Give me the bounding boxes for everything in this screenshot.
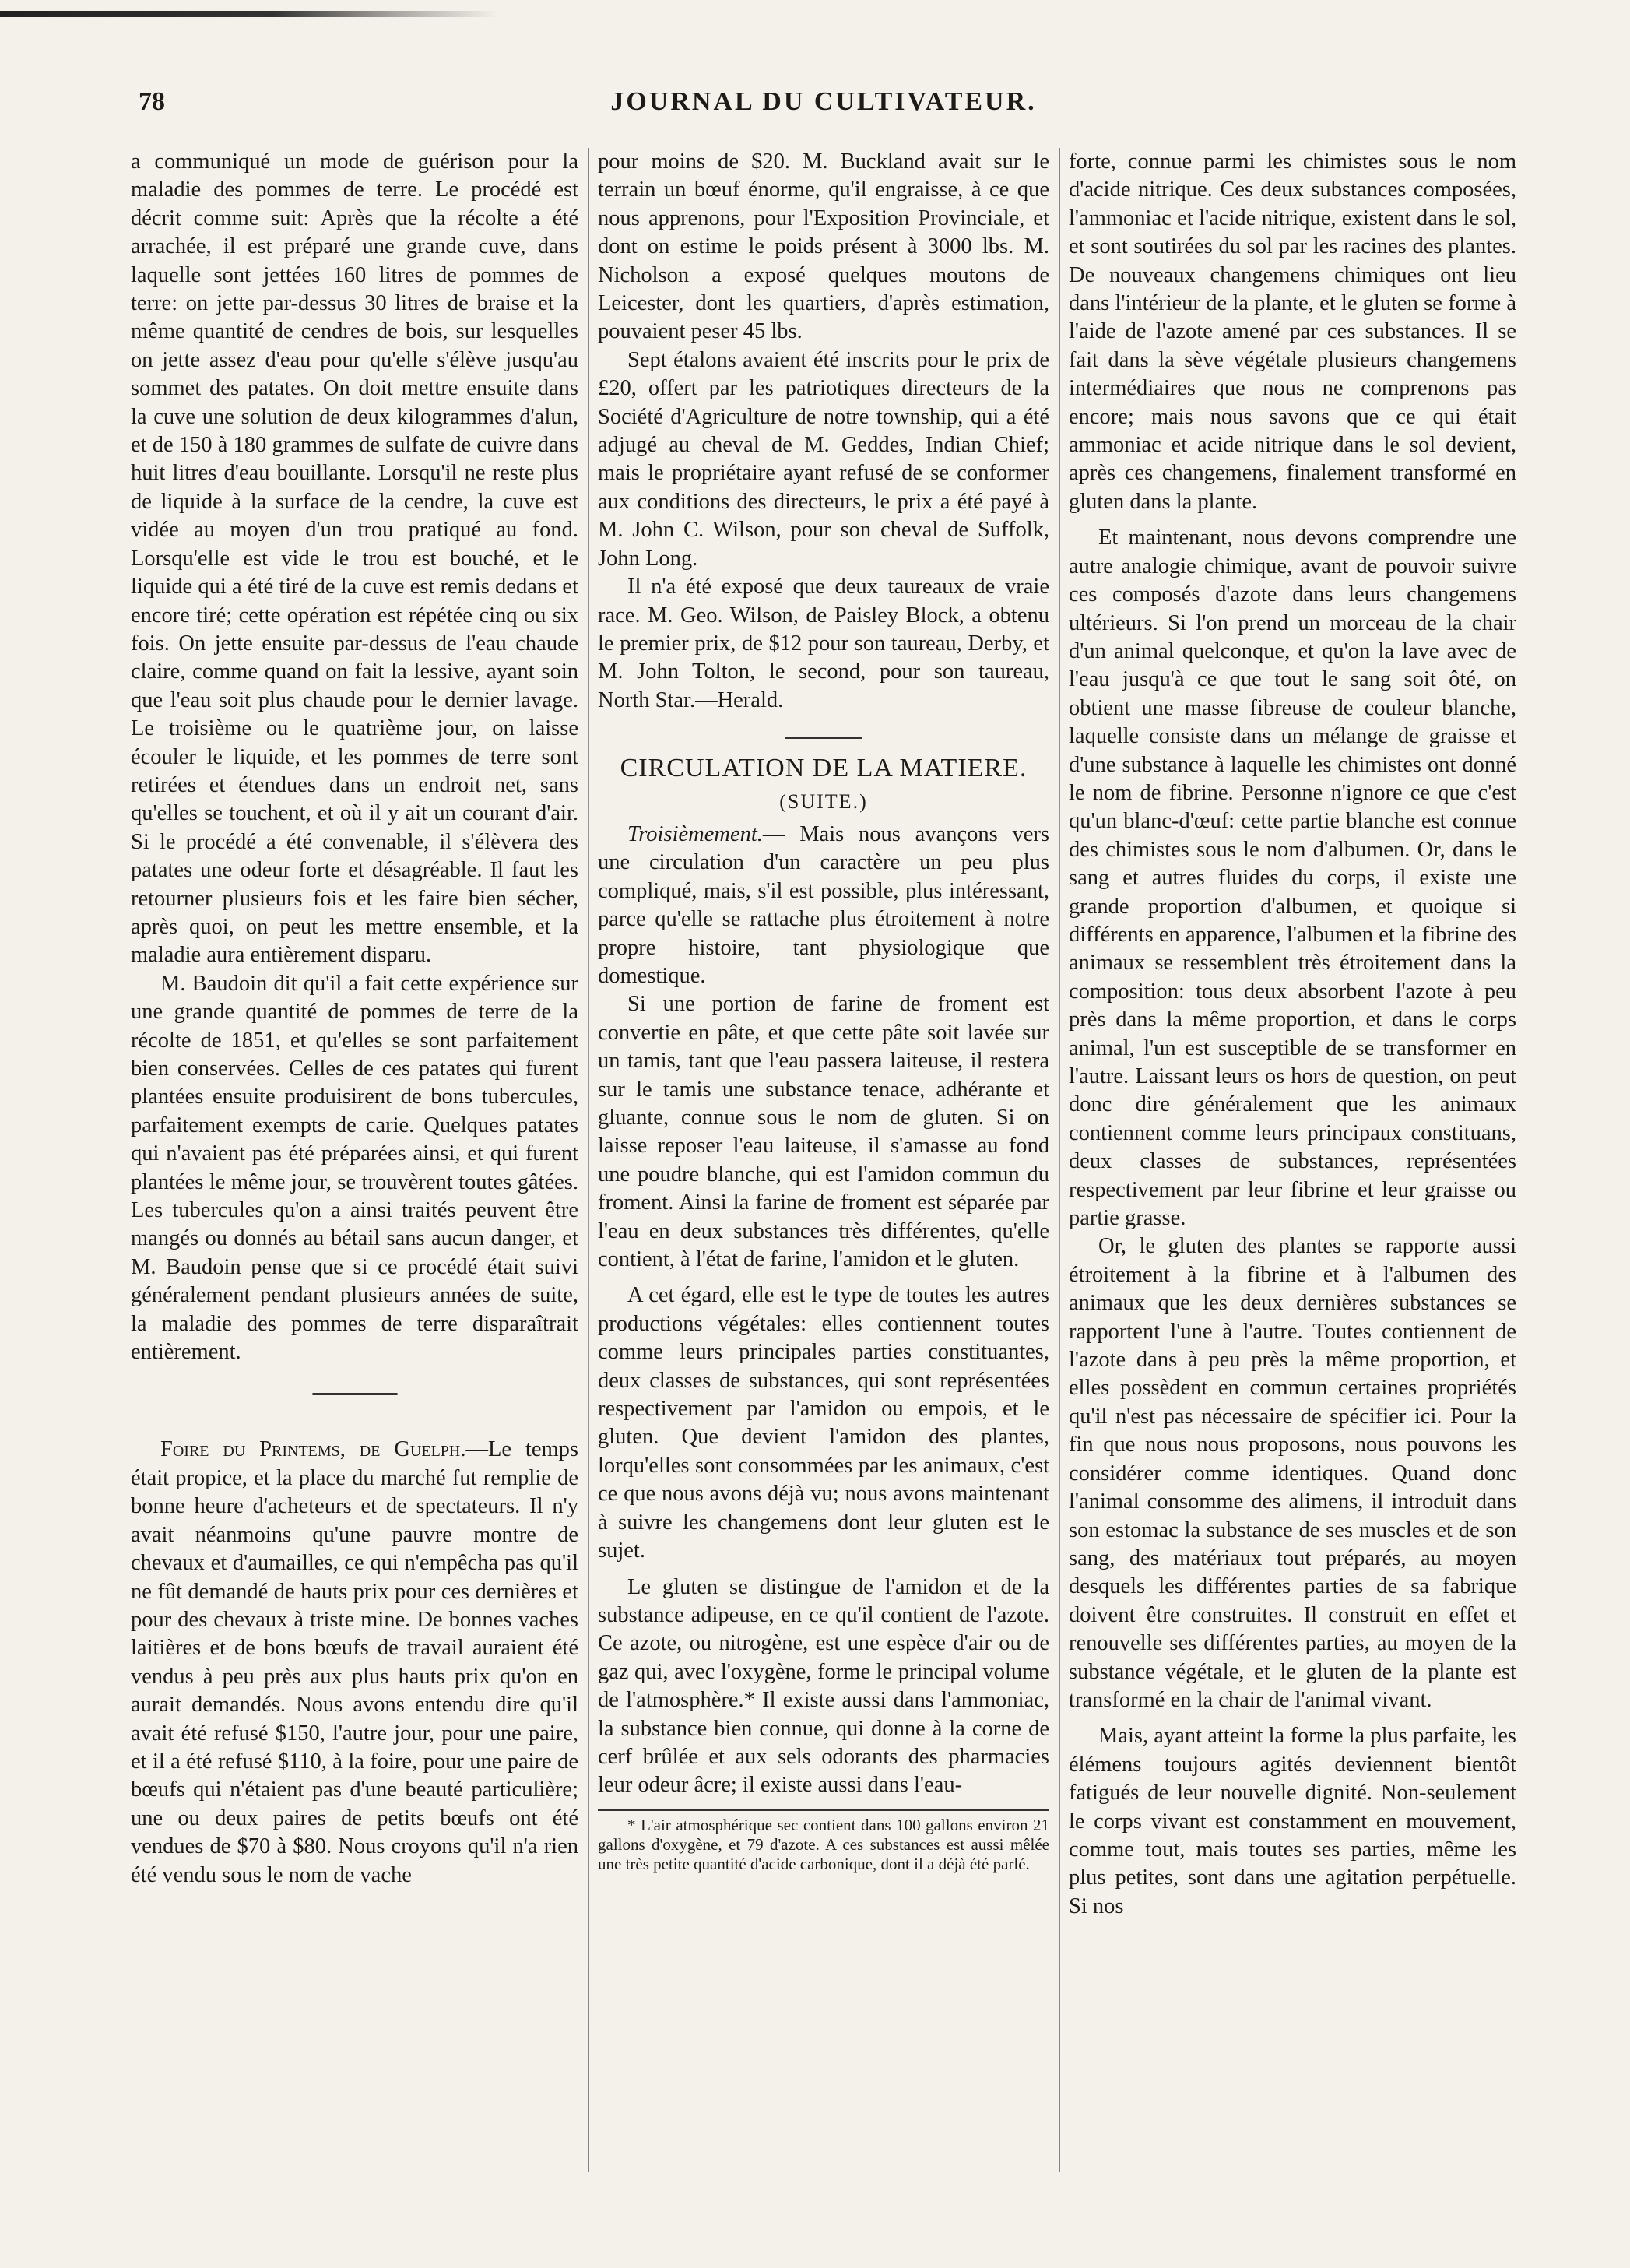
paragraph-chemical-analogy: Et maintenant, nous devons comprendre une autre analogie chimique, avant de pouvoir suivre ces composés d'azote dans leurs changemens ultérieurs. Si l'on prend un morceau de la chair d'un animal quelconque, et qu'on la lave avec de l'eau jusqu'à ce que tout le sang soit ôté, on obtient une masse fibreuse de couleur blanche, laquelle consiste dans un mélange de graisse et d'une substance à laquelle les chimistes ont donné le nom de fibrine. Personne n'ignore ce que c'est qu'un blanc-d'œuf: cette partie blanche est connue des chimistes sous le nom d'albumen. Or, dans le sang et autres fluides du corps, il existe une grande proportion d'albumen, et quoique si différents en apparence, l'albumen et la fibrine des animaux se ressemblent très étroitement dans la composition: tous deux absorbent l'azote à peu près dans la même proportion, et dans le corps animal, l'un est susceptible de se transformer en l'autre. Laissant leurs os hors de question, on peut donc dire généralement que les animaux contiennent comme leurs principaux constituans, deux classes de substances, représentées respectivement par leur fibrine et leur graisse ou partie grasse.	[1069, 526, 1516, 1231]
paragraph-azote: Le gluten se distingue de l'amidon et de la substance adipeuse, en ce qu'il contient de l'azote. Ce azote, ou nitrogène, est une espèce d'air ou de gaz qui, avec l'oxygène, forme le principal volume de l'atmosphère.* Il existe aussi dans l'ammoniac, la substance bien connue, qui donne à la corne de cerf brûlée et aux sels odorants des pharmacies leur odeur âcre; il existe aussi dans l'eau-	[598, 1574, 1049, 1798]
paragraph-perpetual-agitation: Mais, ayant atteint la forme la plus parfaite, les élémens toujours agités deviennent bientôt fatigués de leur nouvelle dignité. Non-seulement le corps vivant est constamment en mouvement, comme tout, mais toutes ses parties, même les plus petites, sont dans une agitation perpétuelle. Si nos	[1069, 1724, 1516, 1918]
paragraph-stallions: Sept étalons avaient été inscrits pour le prix de £20, offert par les patriotiques directeurs de la Société d'Agriculture de notre township, qui a été adjugé au cheval de M. Geddes, Indian Chief; mais le propriétaire ayant refusé de se conformer aux conditions des directeurs, le prix a été payé à M. John C. Wilson, pour son cheval de Suffolk, John Long.	[598, 347, 1049, 571]
running-title: JOURNAL DU CULTIVATEUR.	[610, 87, 1037, 116]
page-header	[139, 87, 1509, 126]
paragraph-bulls: Il n'a été exposé que deux taureaux de vraie race. M. Geo. Wilson, de Paisley Block, a obtenu le premier prix, de $12 pour son taureau, Derby, et M. John Tolton, le second, pour son taureau, North Star.—Herald.	[598, 575, 1049, 712]
paragraph-gluten-wash: Si une portion de farine de froment est convertie en pâte, et que cette pâte soit lavée sur un tamis, tant que l'eau passera laiteuse, il restera sur le tamis une substance tenace, adhérante et gluante, connue sous le nom de gluten. Si on laisse reposer l'eau laiteuse, il s'amasse au fond une poudre blanche, qui est l'amidon commun du froment. Ainsi la farine de froment est séparée par l'eau en deux substances très différentes, qu'elle contient, à l'état de farine, l'amidon et le gluten.	[598, 992, 1049, 1272]
column-divider-1	[588, 148, 589, 2172]
paragraph-baudoin: M. Baudoin dit qu'il a fait cette expérience sur une grande quantité de pommes de terre de la récolte de 1851, et qu'elles se sont parfaitement bien conservées. Celles de ces patates qui furent plantées ensuite produisirent de bons tubercules, parfaitement exempts de carie. Quelques patates qui n'avaient pas été préparées ainsi, et qui furent plantées le même jour, se trouvèrent toutes gâtées. Les tubercules qu'on a ainsi traités peuvent être mangés ou donnés au bétail sans aucun danger, et M. Baudoin pense que si ce procédé était suivi généralement pendant plusieurs années de suite, la maladie des pommes de terre disparaîtrait entièrement.	[131, 971, 578, 1365]
paragraph-nitric-acid: forte, connue parmi les chimistes sous le nom d'acide nitrique. Ces deux substances composées, l'ammoniac et l'acide nitrique, existent dans le sol, et sont soutirées du sol par les racines des plantes. De nouveaux changemens chimiques ont lieu dans l'intérieur de la plante, et le gluten se forme à l'aide de l'azote amené par ces substances. Il se fait dans la sève végétale plusieurs changemens intermédiaires que nous ne comprenons pas encore; mais nous savons que ce qui était ammoniac et acide nitrique dans le sol devient, après ces changemens, finalement transformé en gluten dans la plante.	[1069, 149, 1516, 514]
section-separator	[312, 1393, 398, 1395]
paragraph-troisiemement	[598, 821, 1049, 990]
paragraph-vegetable-types: A cet égard, elle est le type de toutes les autres productions végétales: elles contiennent toutes comme leurs principales parties constituantes, deux classes de substances, qui sont représentées respectivement par l'amidon ou empois, et le gluten. Que devient l'amidon des plantes, lorqu'elles sont consommées par les animaux, c'est ce que nous avons déjà vu; nous avons maintenant à suivre les changemens dont leur gluten est le sujet.	[598, 1283, 1049, 1563]
section-separator	[785, 737, 862, 739]
page-number: 78	[139, 87, 165, 116]
column-divider-2	[1059, 148, 1060, 2172]
column-3	[1069, 148, 1516, 2196]
paragraph-guelph-fair	[131, 1436, 578, 1890]
paragraph-potato-remedy: a communiqué un mode de guérison pour la maladie des pommes de terre. Le procédé est décrit comme suit: Après que la récolte a été arrachée, il est préparé une grande cuve, dans laquelle sont jettées 160 litres de pommes de terre: on jette par-dessus 30 litres de braise et la même quantité de cendres de bois, sur lesquelles on jette assez d'eau pour qu'elle s'élève jusqu'au sommet des patates. On doit mettre ensuite dans la cuve une solution de deux kilogrammes d'alun, et de 150 à 180 grammes de sulfate de cuivre dans huit litres d'eau bouillante. Lorsqu'il ne reste plus de liquide à la surface de la cendre, la cuve est vidée au moyen d'un trou pratiqué au fond. Lorsqu'elle est vide le trou est bouché, et le liquide qui a été tiré de la cuve est remis dedans et encore tiré; cette opération est répétée cinq ou six fois. On jette ensuite par-dessus de l'eau chaude claire, comme quand on fait la lessive, ayant soin que l'eau soit plus chaude pour le dernier lavage. Le troisième ou le quatrième jour, on laisse écouler le liquide, et les pommes de terre sont retirées et étendues dans un endroit net, sans qu'elles se touchent, et où il y ait un courant d'air. Si le procédé a été convenable, il s'élèvera des patates une odeur forte et désagréable. Il faut les retourner plusieurs fois et les faire bien sécher, après quoi, on peut les mettre ensemble, et la maladie aura entièrement disparu.	[131, 149, 578, 968]
column-1	[131, 148, 578, 2196]
paragraph-buckland: pour moins de $20. M. Buckland avait sur le terrain un bœuf énorme, qu'il engraisse, à ce que nous apprenons, pour l'Exposition Provinciale, et dont on estime le poids présent à 3000 lbs. M. Nicholson a exposé quelques moutons de Leicester, dont les quartiers, d'après estimation, pouvaient peser 45 lbs.	[598, 149, 1049, 344]
guelph-fair-heading: Foire du Printems, de Guelph.	[160, 1437, 466, 1462]
footnote-rule	[598, 1809, 1049, 1811]
troisiemement-text: — Mais nous avançons vers une circulation d'un caractère un peu plus compliqué, mais, s'il est possible, plus intéressant, parce qu'elle se rattache plus étroitement à notre propre histoire, tant physiologique que domestique.	[598, 821, 1049, 988]
top-decorative-rule	[0, 11, 498, 17]
section-title: CIRCULATION DE LA MATIERE.	[620, 754, 1028, 783]
guelph-fair-text: —Le temps était propice, et la place du marché fut remplie de bonne heure d'acheteurs et de spectateurs. Il n'y avait néanmoins qu'une pauvre montre de chevaux et d'aumailles, ce qui n'empêcha pas qu'il ne fût demandé de hauts prix pour ces dernières et pour des chevaux à triste mine. De bonnes vaches laitières et de bons bœufs de travail auraient été vendus à peu près aux plus hauts prix qu'on en aurait demandés. Nous avons entendu dire qu'il avait été refusé $150, l'autre jour, pour une paire, et il a été refusé $110, à la foire, pour une paire de bœufs qui n'étaient pas d'une beauté particulière; une ou deux paires de petits bœufs ont été vendues de $70 à $80. Nous croyons qu'il n'a rien été vendu sous le nom de vache	[131, 1437, 578, 1887]
footnote: * L'air atmosphérique sec contient dans 100 gallons environ 21 gallons d'oxygène, et 79 d'azote. A ces substances est aussi mêlée une très petite quantité d'acide carbonique, dont il a déjà été parlé.	[598, 1815, 1049, 1873]
paragraph-plant-gluten: Or, le gluten des plantes se rapporte aussi étroitement à la fibrine et à l'albumen des animaux que les deux dernières substances se rapportent l'une à l'autre. Toutes contiennent de l'azote dans à peu près la même proportion, et elles possèdent en commun certaines propriétés qu'il n'est pas nécessaire de spécifier ici. Pour la fin que nous nous proposons, nous pouvons les considérer comme identiques. Quand donc l'animal consomme des alimens, il introduit dans son estomac la substance de ses muscles et de son sang, des matériaux tout préparés, au moyen desquels les différentes parties de sa fabrique doivent être construites. Il construit en effet et renouvelle ses différentes parties, au moyen de la substance végétale, et le gluten de la plante est transformé en la chair de l'animal vivant.	[1069, 1234, 1516, 1712]
section-subtitle: (SUITE.)	[779, 789, 868, 813]
column-2	[598, 148, 1049, 2196]
troisiemement-lead: Troisièmement.	[627, 821, 763, 846]
article-columns	[131, 148, 1516, 2196]
